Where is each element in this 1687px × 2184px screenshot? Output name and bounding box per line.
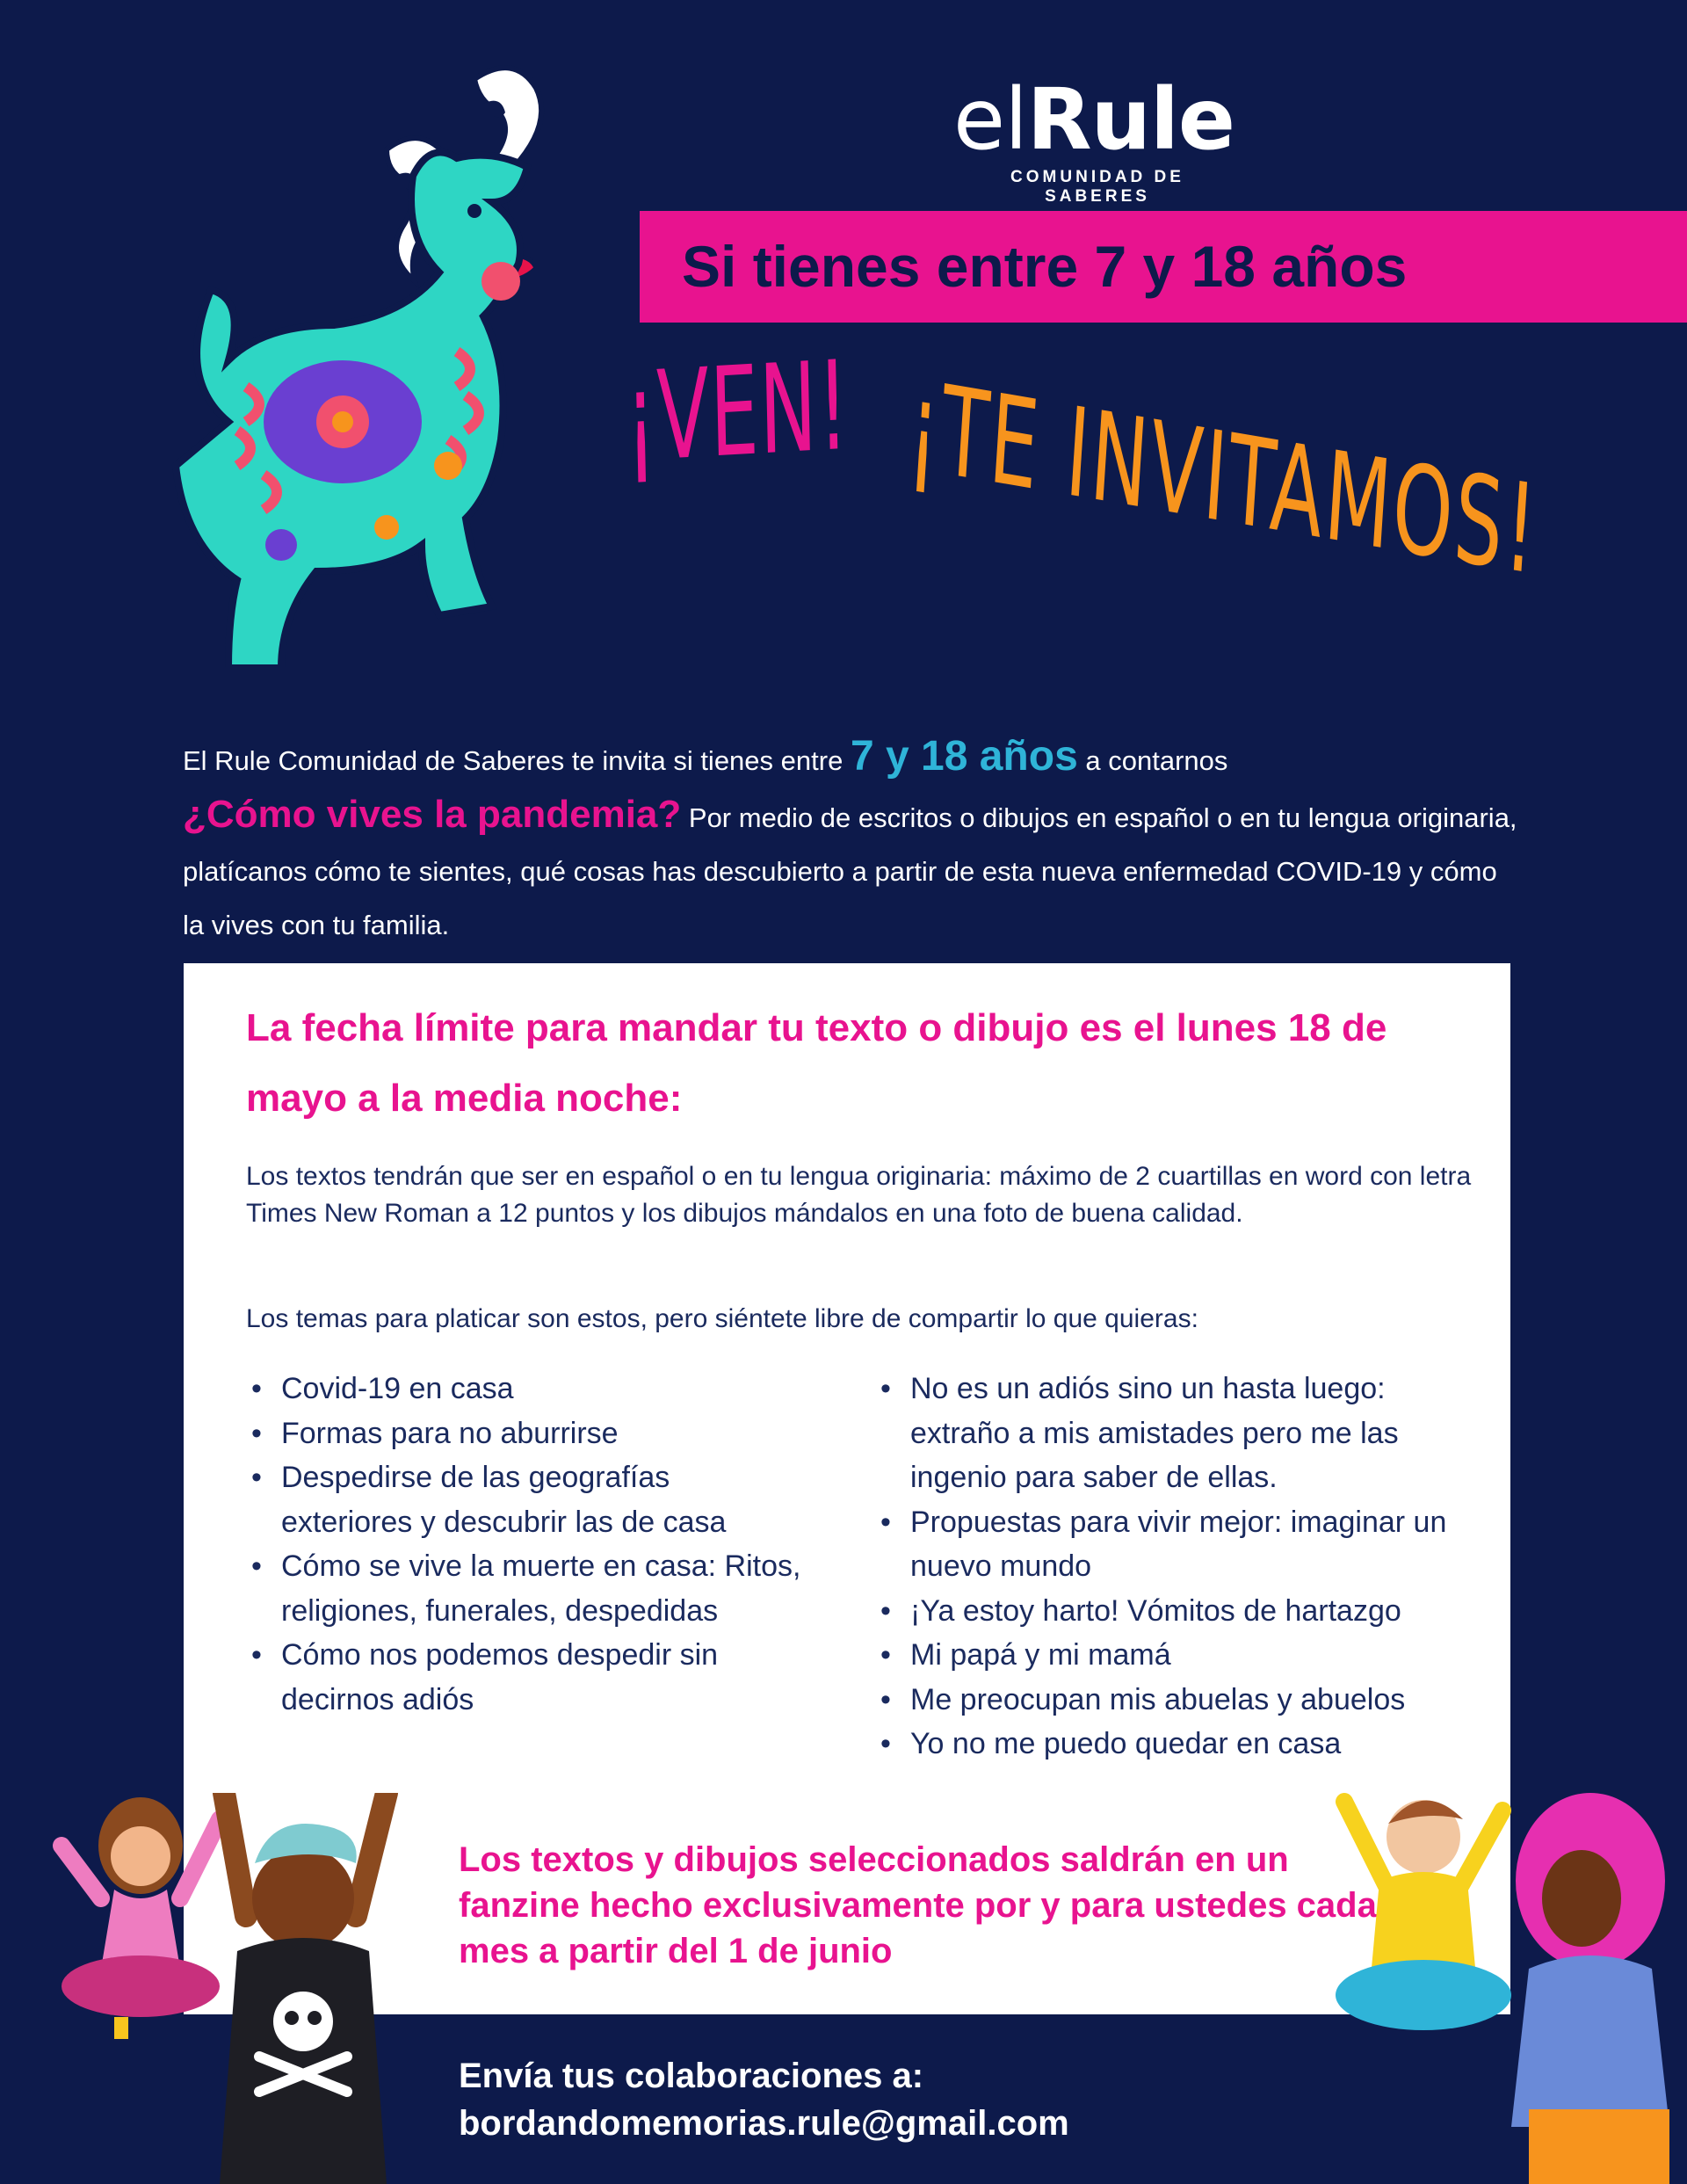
intro-age-range: 7 y 18 años <box>850 733 1078 780</box>
intro-paragraph <box>183 729 1518 952</box>
logo-wordmark <box>953 70 1235 169</box>
topic-item: • Formas para no aburrirse <box>246 1411 808 1456</box>
age-banner: Si tienes entre 7 y 18 años <box>640 211 1687 323</box>
logo-subtitle: COMUNIDAD DE SABERES <box>1010 168 1184 206</box>
logo-el: el <box>953 70 1027 169</box>
topic-item: • Despedirse de las geografías exteriores y descubrir las de casa <box>246 1455 808 1544</box>
topic-item: • No es un adiós sino un hasta luego: extraño a mis amistades pero me las ingenio para saber de ellas. <box>875 1367 1490 1500</box>
contact-email[interactable]: bordandomemorias.rule@gmail.com <box>459 2104 1069 2143</box>
headline <box>624 334 1634 604</box>
topic-item: • Yo no me puedo quedar en casa <box>875 1722 1490 1767</box>
intro-text-after: a contarnos <box>1077 745 1228 776</box>
submission-rules: Los textos tendrán que ser en español o en tu lengua originaria: máximo de 2 cuartillas en word con letra Times New Roman a 12 puntos y los dibujos mándalos en una foto de buena calidad. <box>246 1162 1472 1228</box>
logo <box>953 70 1235 207</box>
topic-item: • Cómo se vive la muerte en casa: Ritos, religiones, funerales, despedidas <box>246 1544 808 1633</box>
intro-text-start: El Rule Comunidad de Saberes te invita si tienes entre <box>183 745 851 776</box>
selection-notice: Los textos y dibujos seleccionados saldrán en un fanzine hecho exclusivamente por y para ustedes cada mes a partir del 1 de junio <box>459 1840 1377 1970</box>
intro-question: ¿Cómo vives la pandemia? <box>183 793 682 836</box>
topic-item: • Covid-19 en casa <box>246 1367 808 1411</box>
logo-rule: Rule <box>1026 70 1235 169</box>
topic-item: • Cómo nos podemos despedir sin decirnos adiós <box>246 1633 808 1722</box>
deadline-heading: La fecha límite para mandar tu texto o dibujo es el lunes 18 de mayo a la media noche: <box>246 1006 1387 1120</box>
children-illustration-left <box>35 1793 448 2184</box>
contact-label: Envía tus colaboraciones a: <box>459 2057 924 2095</box>
children-illustration-right <box>1327 1775 1687 2184</box>
alebrije-dog-illustration <box>105 53 650 721</box>
topics-intro: Los temas para platicar son estos, pero siéntete libre de compartir lo que quieras: <box>246 1304 1198 1333</box>
topics-list-left <box>246 1367 808 1722</box>
headline-invitamos: ¡TE INVITAMOS! <box>904 354 1543 604</box>
intro-text-rest: Por medio de escritos o dibujos en español o en tu lengua originaria, platícanos cómo te sientes, qué cosas has descubierto a partir de esta nueva enfermedad COVID-19 y cómo la vives con tu familia. <box>183 802 1517 940</box>
topic-item: • ¡Ya estoy harto! Vómitos de hartazgo <box>875 1589 1490 1634</box>
topics-list-right <box>875 1367 1490 1767</box>
headline-ven: ¡VEN! <box>624 334 851 490</box>
topic-item: • Mi papá y mi mamá <box>875 1633 1490 1678</box>
topic-item: • Propuestas para vivir mejor: imaginar un nuevo mundo <box>875 1500 1490 1589</box>
contact-block <box>459 2052 1337 2147</box>
topic-item: • Me preocupan mis abuelas y abuelos <box>875 1678 1490 1723</box>
